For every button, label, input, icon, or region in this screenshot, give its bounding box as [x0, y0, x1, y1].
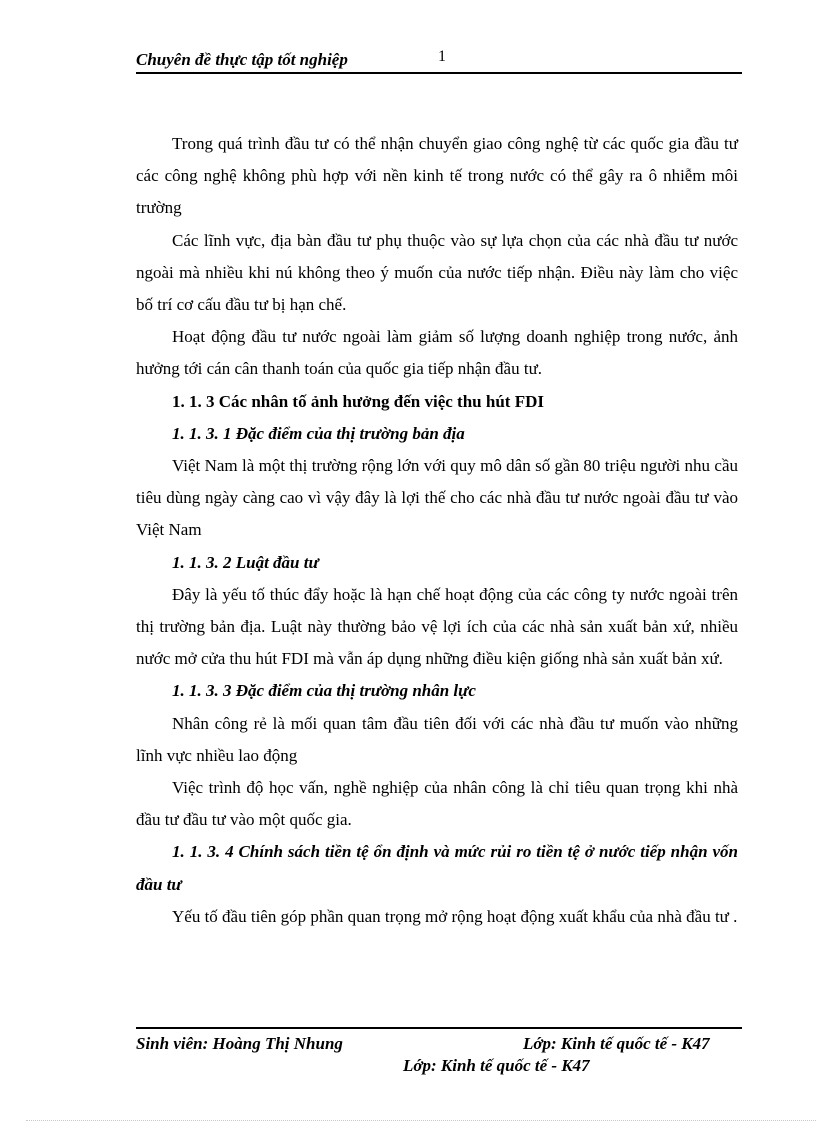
subsection-heading: 1. 1. 3. 3 Đặc điểm của thị trường nhân lực	[172, 681, 476, 701]
subsection-heading: 1. 1. 3. 2 Luật đầu tư	[172, 552, 319, 572]
page-number: 1	[438, 48, 446, 65]
paragraph: Yếu tố đầu tiên góp phần quan trọng mở rộng hoạt động xuất khẩu của nhà đầu tư .	[172, 906, 738, 926]
paragraph: Các lĩnh vực, địa bàn đầu tư phụ thuộc vào sự lựa chọn của các nhà đầu tư nước ngoài mà nhiều khi nú không theo ý muốn của nước tiếp nhận. Điều này làm cho việc bố trí cơ cấu đầu tư bị hạn chế.	[136, 230, 738, 315]
footer-divider	[136, 1027, 742, 1029]
subsection-heading: 1. 1. 3. 4 Chính sách tiền tệ ổn định và mức rủi ro tiền tệ ở nước tiếp nhận vốn đầu tư	[136, 842, 738, 894]
footer-class: Lớp: Kinh tế quốc tế - K47	[523, 1034, 710, 1053]
paragraph: Việc trình độ học vấn, nghề nghiệp của nhân công là chỉ tiêu quan trọng khi nhà đầu tư đầu tư vào một quốc gia.	[136, 778, 738, 830]
paragraph: Nhân công rẻ là mối quan tâm đầu tiên đối với các nhà đầu tư muốn vào những lĩnh vực nhiều lao động	[136, 713, 738, 765]
subsection-heading: 1. 1. 3. 1 Đặc điểm của thị trường bản địa	[172, 423, 465, 443]
paragraph: Hoạt động đầu tư nước ngoài làm giảm số lượng doanh nghiệp trong nước, ảnh hưởng tới cán cân thanh toán của quốc gia tiếp nhận đầu tư.	[136, 327, 738, 379]
paragraph: Việt Nam là một thị trường rộng lớn với quy mô dân số gần 80 triệu người nhu cầu tiêu dùng ngày càng cao vì vậy đây là lợi thế cho các nhà đầu tư nước ngoài đầu tư vào Việt Nam	[136, 456, 738, 540]
page-bottom-edge	[26, 1120, 816, 1121]
paragraph: Trong quá trình đầu tư có thể nhận chuyển giao công nghệ từ các quốc gia đầu tư các công nghệ không phù hợp với nền kinh tế trong nước có thể gây ra ô nhiễm môi trường	[136, 134, 738, 218]
footer-class-repeat: Lớp: Kinh tế quốc tế - K47	[403, 1056, 590, 1075]
paragraph: Đây là yếu tố thúc đẩy hoặc là hạn chế hoạt động của các công ty nước ngoài trên thị trường bản địa. Luật này thường bảo vệ lợi ích của các nhà sản xuất bản xứ, nhiều nước mở cửa thu hút FDI mà vẫn áp dụng những điều kiện giống nhà sản xuất bản xứ.	[136, 584, 738, 669]
document-body	[136, 128, 738, 933]
section-heading: 1. 1. 3 Các nhân tố ảnh hưởng đến việc thu hút FDI	[172, 391, 544, 411]
footer-student-name: Sinh viên: Hoàng Thị Nhung	[136, 1034, 343, 1053]
page-header	[136, 48, 742, 74]
header-title: Chuyên đề thực tập tốt nghiệp	[136, 50, 348, 69]
